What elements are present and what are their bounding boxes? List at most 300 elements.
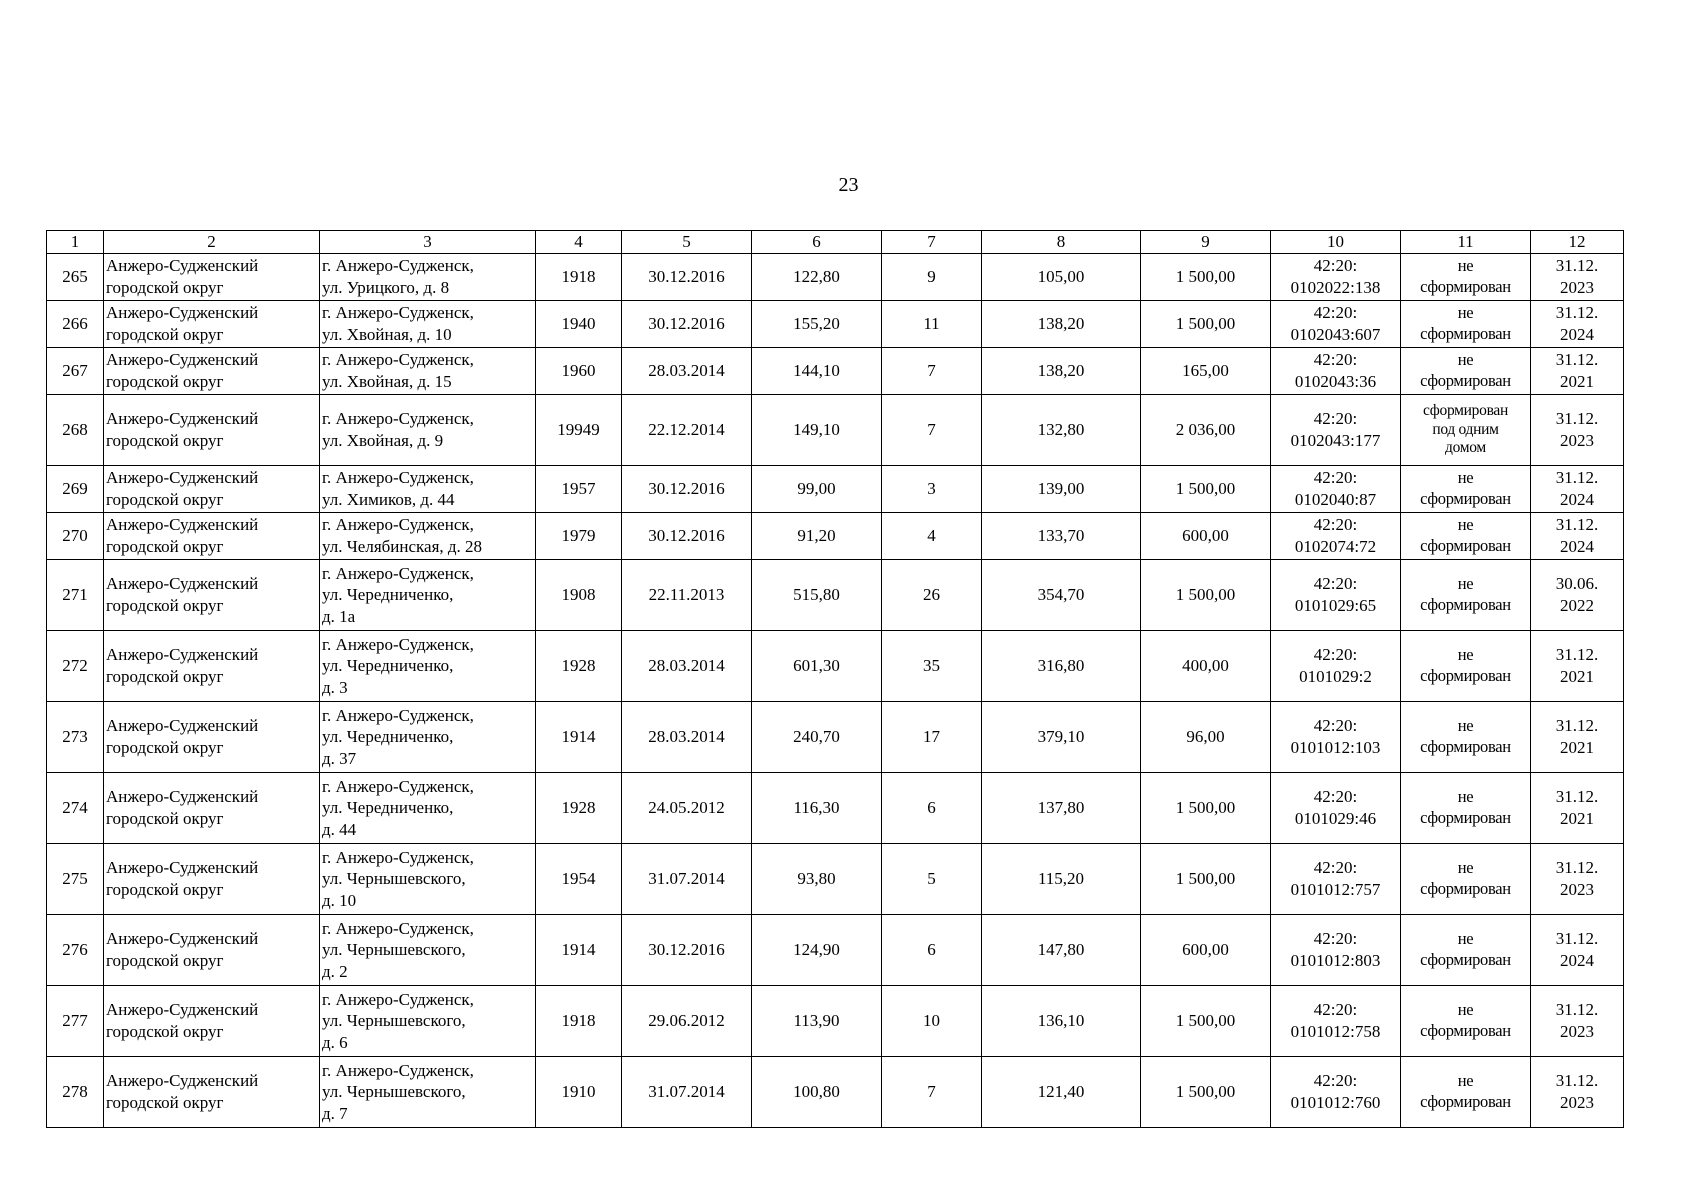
- district-cell: [104, 301, 320, 348]
- cadastral-number-cell-line: 42:20:: [1313, 716, 1358, 736]
- address-cell-line: ул. Чередниченко,: [322, 585, 454, 605]
- deadline-cell: [1531, 631, 1624, 702]
- amount-cell: 600,00: [1141, 513, 1271, 560]
- date-cell: 28.03.2014: [622, 702, 752, 773]
- area-cell: 515,80: [752, 560, 882, 631]
- district-cell-line: Анжеро-Судженский: [106, 858, 259, 878]
- deadline-cell: [1531, 986, 1624, 1057]
- address-cell-line: г. Анжеро-Судженск,: [322, 989, 474, 1009]
- amount-cell: 400,00: [1141, 631, 1271, 702]
- date-cell: 29.06.2012: [622, 986, 752, 1057]
- area-cell: 91,20: [752, 513, 882, 560]
- table-row: [47, 395, 1624, 466]
- row-number-cell: 268: [47, 395, 104, 466]
- land-status-cell-line: сформирован: [1420, 879, 1511, 898]
- table-row: [47, 301, 1624, 348]
- deadline-cell: [1531, 915, 1624, 986]
- cadastral-number-cell-line: 42:20:: [1313, 303, 1358, 323]
- deadline-cell: [1531, 395, 1624, 466]
- page-number: 23: [838, 174, 859, 196]
- district-cell: [104, 254, 320, 301]
- address-cell: [320, 560, 536, 631]
- area-cell: 116,30: [752, 773, 882, 844]
- address-cell-line: г. Анжеро-Судженск,: [322, 918, 474, 938]
- address-cell: [320, 395, 536, 466]
- district-cell-line: городской округ: [106, 809, 224, 828]
- district-cell-line: Анжеро-Судженский: [106, 468, 259, 488]
- date-cell: 28.03.2014: [622, 348, 752, 395]
- row-number-cell: 269: [47, 466, 104, 513]
- land-status-cell-line: сформирован: [1420, 737, 1511, 756]
- land-status-cell-line: сформирован: [1420, 277, 1511, 296]
- address-cell-line: д. 3: [322, 677, 348, 697]
- land-status-cell: [1401, 773, 1531, 844]
- address-cell: [320, 631, 536, 702]
- amount-cell: 1 500,00: [1141, 1057, 1271, 1128]
- cadastral-number-cell-line: 0101012:803: [1290, 951, 1381, 970]
- cadastral-number-cell-line: 42:20:: [1313, 574, 1358, 594]
- amount-cell: 1 500,00: [1141, 466, 1271, 513]
- cadastral-number-cell-line: 0102043:607: [1290, 325, 1381, 344]
- column-header: 8: [982, 231, 1141, 254]
- column-header: 7: [882, 231, 982, 254]
- deadline-cell: [1531, 1057, 1624, 1128]
- address-cell-line: г. Анжеро-Судженск,: [322, 409, 474, 429]
- land-area-cell: 147,80: [982, 915, 1141, 986]
- deadline-cell-line: 2024: [1560, 951, 1594, 970]
- address-cell-line: г. Анжеро-Судженск,: [322, 634, 474, 654]
- residents-cell: 7: [882, 1057, 982, 1128]
- area-cell: 100,80: [752, 1057, 882, 1128]
- deadline-cell-line: 31.12.: [1555, 515, 1599, 535]
- date-cell: 30.12.2016: [622, 513, 752, 560]
- address-cell-line: г. Анжеро-Судженск,: [322, 1060, 474, 1080]
- district-cell-line: городской округ: [106, 372, 224, 391]
- cadastral-number-cell-line: 42:20:: [1313, 1071, 1358, 1091]
- land-area-cell: 316,80: [982, 631, 1141, 702]
- address-cell: [320, 915, 536, 986]
- cadastral-number-cell: [1271, 631, 1401, 702]
- residents-cell: 6: [882, 915, 982, 986]
- address-cell: [320, 1057, 536, 1128]
- deadline-cell-line: 2023: [1560, 880, 1594, 899]
- address-cell-line: д. 44: [322, 819, 357, 839]
- build-year-cell: 1910: [536, 1057, 622, 1128]
- amount-cell: 2 036,00: [1141, 395, 1271, 466]
- cadastral-number-cell: [1271, 844, 1401, 915]
- address-cell-line: ул. Урицкого, д. 8: [322, 278, 450, 297]
- land-status-cell-line: под одним: [1432, 420, 1499, 438]
- row-number-cell: 276: [47, 915, 104, 986]
- row-number-cell: 266: [47, 301, 104, 348]
- column-header: 4: [536, 231, 622, 254]
- residents-cell: 9: [882, 254, 982, 301]
- district-cell: [104, 513, 320, 560]
- address-cell-line: г. Анжеро-Судженск,: [322, 563, 474, 583]
- deadline-cell-line: 2024: [1560, 490, 1594, 509]
- area-cell: 149,10: [752, 395, 882, 466]
- build-year-cell: 1908: [536, 560, 622, 631]
- cadastral-number-cell-line: 0101012:760: [1290, 1093, 1381, 1112]
- land-status-cell-line: не: [1457, 787, 1474, 807]
- deadline-cell: [1531, 702, 1624, 773]
- land-status-cell-line: сформирован: [1420, 595, 1511, 614]
- address-cell-line: ул. Чередниченко,: [322, 656, 454, 676]
- district-cell-line: городской округ: [106, 278, 224, 297]
- deadline-cell-line: 31.12.: [1555, 1071, 1599, 1091]
- date-cell: 31.07.2014: [622, 1057, 752, 1128]
- address-cell: [320, 254, 536, 301]
- district-cell-line: городской округ: [106, 537, 224, 556]
- district-cell: [104, 773, 320, 844]
- address-cell-line: ул. Челябинская, д. 28: [322, 537, 483, 556]
- table-row: [47, 631, 1624, 702]
- residents-cell: 10: [882, 986, 982, 1057]
- district-cell-line: городской округ: [106, 738, 224, 757]
- district-cell-line: Анжеро-Судженский: [106, 350, 259, 370]
- column-header: 10: [1271, 231, 1401, 254]
- cadastral-number-cell: [1271, 348, 1401, 395]
- residents-cell: 6: [882, 773, 982, 844]
- date-cell: 24.05.2012: [622, 773, 752, 844]
- land-status-cell-line: сформирован: [1420, 489, 1511, 508]
- district-cell-line: Анжеро-Судженский: [106, 1000, 259, 1020]
- row-number-cell: 265: [47, 254, 104, 301]
- address-cell: [320, 466, 536, 513]
- build-year-cell: 1918: [536, 986, 622, 1057]
- column-header: 9: [1141, 231, 1271, 254]
- area-cell: 113,90: [752, 986, 882, 1057]
- cadastral-number-cell-line: 42:20:: [1313, 787, 1358, 807]
- district-cell-line: Анжеро-Судженский: [106, 645, 259, 665]
- district-cell-line: городской округ: [106, 1022, 224, 1041]
- land-status-cell-line: не: [1457, 303, 1474, 323]
- land-area-cell: 137,80: [982, 773, 1141, 844]
- land-status-cell-line: не: [1457, 350, 1474, 370]
- deadline-cell-line: 2024: [1560, 325, 1594, 344]
- amount-cell: 1 500,00: [1141, 301, 1271, 348]
- deadline-cell-line: 2023: [1560, 1022, 1594, 1041]
- land-status-cell: [1401, 466, 1531, 513]
- district-cell-line: Анжеро-Судженский: [106, 303, 259, 323]
- address-cell: [320, 301, 536, 348]
- cadastral-number-cell-line: 42:20:: [1313, 350, 1358, 370]
- address-cell-line: г. Анжеро-Судженск,: [322, 776, 474, 796]
- land-status-cell-line: не: [1457, 468, 1474, 488]
- deadline-cell-line: 31.12.: [1555, 787, 1599, 807]
- land-status-cell-line: сформирован: [1420, 808, 1511, 827]
- cadastral-number-cell: [1271, 301, 1401, 348]
- date-cell: 30.12.2016: [622, 915, 752, 986]
- table-row: [47, 773, 1624, 844]
- deadline-cell-line: 31.12.: [1555, 716, 1599, 736]
- district-cell: [104, 844, 320, 915]
- build-year-cell: 1954: [536, 844, 622, 915]
- amount-cell: 600,00: [1141, 915, 1271, 986]
- amount-cell: 96,00: [1141, 702, 1271, 773]
- column-header: 5: [622, 231, 752, 254]
- cadastral-number-cell-line: 42:20:: [1313, 1000, 1358, 1020]
- land-area-cell: 132,80: [982, 395, 1141, 466]
- amount-cell: 165,00: [1141, 348, 1271, 395]
- table-row: [47, 844, 1624, 915]
- residents-cell: 26: [882, 560, 982, 631]
- area-cell: 240,70: [752, 702, 882, 773]
- land-status-cell-line: не: [1457, 515, 1474, 535]
- cadastral-number-cell: [1271, 513, 1401, 560]
- cadastral-number-cell: [1271, 395, 1401, 466]
- deadline-cell-line: 2021: [1560, 738, 1594, 757]
- address-cell: [320, 513, 536, 560]
- land-area-cell: 138,20: [982, 301, 1141, 348]
- address-cell: [320, 348, 536, 395]
- address-cell-line: г. Анжеро-Судженск,: [322, 350, 474, 370]
- land-status-cell: [1401, 986, 1531, 1057]
- address-cell-line: д. 10: [322, 890, 357, 910]
- cadastral-number-cell-line: 42:20:: [1313, 929, 1358, 949]
- cadastral-number-cell-line: 0102043:36: [1294, 372, 1377, 391]
- cadastral-number-cell: [1271, 254, 1401, 301]
- table-row: [47, 348, 1624, 395]
- date-cell: 30.12.2016: [622, 466, 752, 513]
- date-cell: 28.03.2014: [622, 631, 752, 702]
- address-cell-line: г. Анжеро-Судженск,: [322, 515, 474, 535]
- district-cell-line: городской округ: [106, 431, 224, 450]
- cadastral-number-cell-line: 42:20:: [1313, 409, 1358, 429]
- district-cell-line: Анжеро-Судженский: [106, 409, 259, 429]
- column-number-row: [47, 231, 1624, 254]
- address-cell-line: ул. Хвойная, д. 9: [322, 431, 444, 450]
- address-cell: [320, 773, 536, 844]
- date-cell: 22.11.2013: [622, 560, 752, 631]
- district-cell-line: Анжеро-Судженский: [106, 929, 259, 949]
- land-area-cell: 379,10: [982, 702, 1141, 773]
- build-year-cell: 1914: [536, 915, 622, 986]
- cadastral-number-cell-line: 0102022:138: [1290, 278, 1381, 297]
- cadastral-number-cell-line: 0102040:87: [1294, 490, 1377, 509]
- deadline-cell: [1531, 513, 1624, 560]
- residents-cell: 5: [882, 844, 982, 915]
- cadastral-number-cell: [1271, 773, 1401, 844]
- land-area-cell: 121,40: [982, 1057, 1141, 1128]
- deadline-cell-line: 31.12.: [1555, 409, 1599, 429]
- column-header: 6: [752, 231, 882, 254]
- deadline-cell: [1531, 348, 1624, 395]
- table-row: [47, 466, 1624, 513]
- address-cell: [320, 844, 536, 915]
- address-cell-line: ул. Хвойная, д. 15: [322, 372, 452, 391]
- address-cell-line: д. 7: [322, 1103, 348, 1123]
- deadline-cell: [1531, 466, 1624, 513]
- land-status-cell: [1401, 915, 1531, 986]
- address-cell-line: г. Анжеро-Судженск,: [322, 468, 474, 488]
- deadline-cell: [1531, 560, 1624, 631]
- cadastral-number-cell: [1271, 702, 1401, 773]
- residents-cell: 11: [882, 301, 982, 348]
- row-number-cell: 267: [47, 348, 104, 395]
- district-cell: [104, 631, 320, 702]
- land-status-cell: [1401, 301, 1531, 348]
- area-cell: 93,80: [752, 844, 882, 915]
- build-year-cell: 1918: [536, 254, 622, 301]
- deadline-cell-line: 31.12.: [1555, 858, 1599, 878]
- land-status-cell-line: не: [1457, 645, 1474, 665]
- district-cell-line: Анжеро-Судженский: [106, 787, 259, 807]
- table-row: [47, 254, 1624, 301]
- land-status-cell-line: домом: [1445, 439, 1486, 457]
- land-status-cell-line: не: [1457, 1071, 1474, 1091]
- area-cell: 144,10: [752, 348, 882, 395]
- cadastral-number-cell-line: 0101012:103: [1290, 738, 1381, 757]
- deadline-cell-line: 31.12.: [1555, 350, 1599, 370]
- table-row: [47, 986, 1624, 1057]
- deadline-cell-line: 2022: [1560, 596, 1594, 615]
- land-status-cell: [1401, 395, 1531, 466]
- address-cell-line: д. 6: [322, 1032, 348, 1052]
- land-area-cell: 133,70: [982, 513, 1141, 560]
- land-area-cell: 138,20: [982, 348, 1141, 395]
- land-status-cell-line: сформирован: [1423, 402, 1508, 420]
- address-cell-line: ул. Чернышевского,: [322, 940, 466, 960]
- district-cell-line: Анжеро-Судженский: [106, 1071, 259, 1091]
- land-status-cell: [1401, 844, 1531, 915]
- residents-cell: 4: [882, 513, 982, 560]
- housing-registry-table: [46, 230, 1624, 1128]
- address-cell-line: д. 37: [322, 748, 357, 768]
- deadline-cell-line: 2021: [1560, 809, 1594, 828]
- deadline-cell-line: 2023: [1560, 1093, 1594, 1112]
- address-cell-line: г. Анжеро-Судженск,: [322, 256, 474, 276]
- residents-cell: 17: [882, 702, 982, 773]
- land-area-cell: 136,10: [982, 986, 1141, 1057]
- land-area-cell: 139,00: [982, 466, 1141, 513]
- district-cell-line: городской округ: [106, 596, 224, 615]
- build-year-cell: 1928: [536, 773, 622, 844]
- deadline-cell-line: 31.12.: [1555, 929, 1599, 949]
- build-year-cell: 1914: [536, 702, 622, 773]
- land-status-cell: [1401, 702, 1531, 773]
- address-cell-line: д. 1а: [322, 606, 356, 626]
- column-header: 1: [47, 231, 104, 254]
- deadline-cell-line: 30.06.: [1555, 574, 1599, 594]
- column-header: 11: [1401, 231, 1531, 254]
- land-status-cell: [1401, 631, 1531, 702]
- area-cell: 155,20: [752, 301, 882, 348]
- build-year-cell: 1960: [536, 348, 622, 395]
- district-cell-line: Анжеро-Судженский: [106, 256, 259, 276]
- amount-cell: 1 500,00: [1141, 844, 1271, 915]
- address-cell-line: г. Анжеро-Судженск,: [322, 847, 474, 867]
- address-cell-line: ул. Хвойная, д. 10: [322, 325, 452, 344]
- land-status-cell-line: не: [1457, 256, 1474, 276]
- row-number-cell: 272: [47, 631, 104, 702]
- cadastral-number-cell: [1271, 915, 1401, 986]
- land-area-cell: 354,70: [982, 560, 1141, 631]
- amount-cell: 1 500,00: [1141, 560, 1271, 631]
- land-status-cell-line: сформирован: [1420, 1021, 1511, 1040]
- cadastral-number-cell-line: 0101012:757: [1290, 880, 1381, 899]
- land-status-cell-line: не: [1457, 929, 1474, 949]
- amount-cell: 1 500,00: [1141, 773, 1271, 844]
- area-cell: 601,30: [752, 631, 882, 702]
- district-cell: [104, 348, 320, 395]
- district-cell-line: городской округ: [106, 951, 224, 970]
- column-header: 3: [320, 231, 536, 254]
- row-number-cell: 278: [47, 1057, 104, 1128]
- deadline-cell-line: 31.12.: [1555, 468, 1599, 488]
- district-cell-line: Анжеро-Судженский: [106, 716, 259, 736]
- land-status-cell-line: сформирован: [1420, 1092, 1511, 1111]
- area-cell: 122,80: [752, 254, 882, 301]
- cadastral-number-cell: [1271, 466, 1401, 513]
- cadastral-number-cell-line: 0101029:65: [1294, 596, 1377, 615]
- deadline-cell-line: 2023: [1560, 278, 1594, 297]
- deadline-cell: [1531, 254, 1624, 301]
- residents-cell: 7: [882, 348, 982, 395]
- address-cell-line: д. 2: [322, 961, 348, 981]
- table-row: [47, 915, 1624, 986]
- deadline-cell-line: 31.12.: [1555, 256, 1599, 276]
- district-cell: [104, 395, 320, 466]
- district-cell: [104, 915, 320, 986]
- district-cell-line: городской округ: [106, 667, 224, 686]
- address-cell-line: ул. Чернышевского,: [322, 1011, 466, 1031]
- land-status-cell-line: не: [1457, 716, 1474, 736]
- district-cell: [104, 986, 320, 1057]
- address-cell: [320, 702, 536, 773]
- deadline-cell-line: 2024: [1560, 537, 1594, 556]
- address-cell-line: г. Анжеро-Судженск,: [322, 303, 474, 323]
- land-area-cell: 115,20: [982, 844, 1141, 915]
- residents-cell: 7: [882, 395, 982, 466]
- column-header: 12: [1531, 231, 1624, 254]
- deadline-cell: [1531, 301, 1624, 348]
- row-number-cell: 274: [47, 773, 104, 844]
- cadastral-number-cell-line: 0101012:758: [1290, 1022, 1381, 1041]
- land-status-cell: [1401, 560, 1531, 631]
- column-header: 2: [104, 231, 320, 254]
- cadastral-number-cell-line: 42:20:: [1313, 256, 1358, 276]
- land-status-cell: [1401, 1057, 1531, 1128]
- table-row: [47, 560, 1624, 631]
- cadastral-number-cell-line: 0101029:2: [1299, 667, 1372, 686]
- land-area-cell: 105,00: [982, 254, 1141, 301]
- cadastral-number-cell-line: 42:20:: [1313, 515, 1358, 535]
- land-status-cell-line: сформирован: [1420, 536, 1511, 555]
- table-body: [47, 254, 1624, 1128]
- table-row: [47, 702, 1624, 773]
- land-status-cell-line: сформирован: [1420, 324, 1511, 343]
- district-cell-line: городской округ: [106, 490, 224, 509]
- land-status-cell: [1401, 513, 1531, 560]
- cadastral-number-cell: [1271, 1057, 1401, 1128]
- deadline-cell: [1531, 773, 1624, 844]
- district-cell-line: городской округ: [106, 1093, 224, 1112]
- area-cell: 99,00: [752, 466, 882, 513]
- row-number-cell: 271: [47, 560, 104, 631]
- deadline-cell-line: 31.12.: [1555, 645, 1599, 665]
- land-status-cell: [1401, 348, 1531, 395]
- date-cell: 30.12.2016: [622, 301, 752, 348]
- district-cell: [104, 560, 320, 631]
- row-number-cell: 277: [47, 986, 104, 1057]
- address-cell-line: ул. Чернышевского,: [322, 1082, 466, 1102]
- address-cell-line: г. Анжеро-Судженск,: [322, 705, 474, 725]
- residents-cell: 35: [882, 631, 982, 702]
- address-cell-line: ул. Чередниченко,: [322, 727, 454, 747]
- cadastral-number-cell-line: 42:20:: [1313, 858, 1358, 878]
- district-cell-line: Анжеро-Судженский: [106, 515, 259, 535]
